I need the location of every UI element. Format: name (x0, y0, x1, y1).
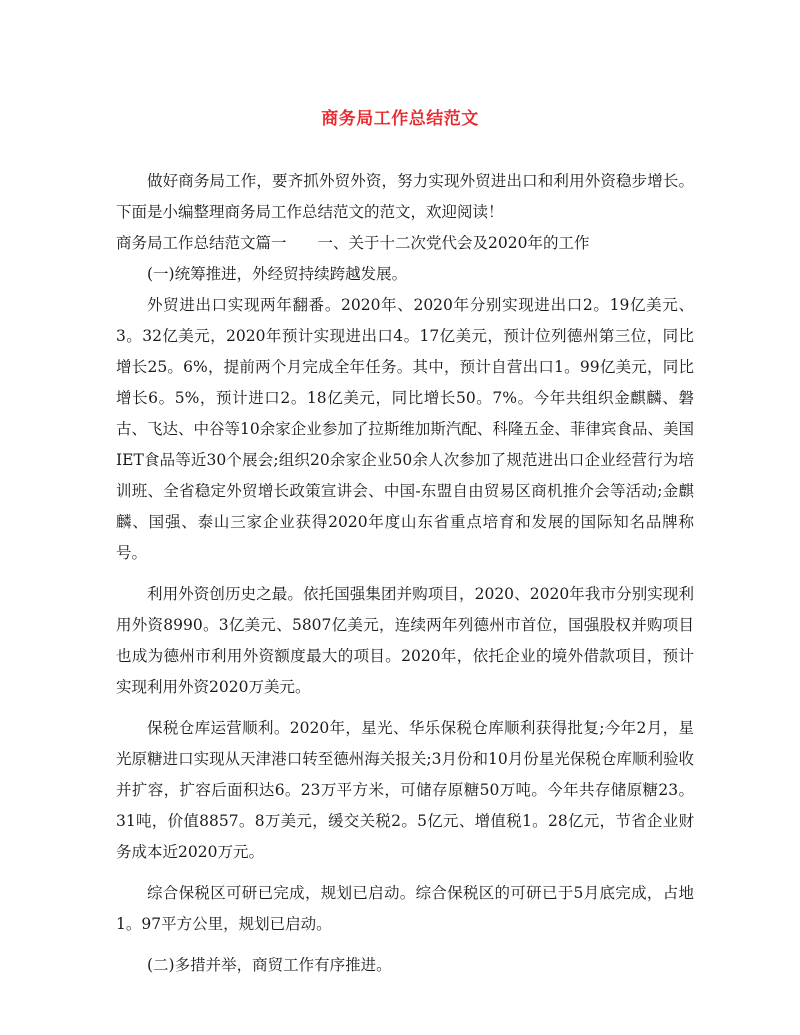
paragraph-foreign-trade: 外贸进出口实现两年翻番。2020年、2020年分别实现进出口2。19亿美元、3。32亿美元，2020年预计实现进出口4。17亿美元，预计位列德州第三位，同比增长25。6%，提前两个月完成全年任务。其中，预计自营出口1。99亿美元，同比增长6。5%，预计进口2。18亿美元，同比增长50。7%。今年共组织金麒麟、磐古、飞达、中谷等10余家企业参加了拉斯维加斯汽配、科隆五金、菲律宾食品、美国IET食品等近30个展会;组织20余家企业50余人次参加了规范进出口企业经营行为培训班、全省稳定外贸增长政策宣讲会、中国-东盟自由贸易区商机推介会等活动;金麒麟、国强、泰山三家企业获得2020年度山东省重点培育和发展的国际知名品牌称号。 (116, 296, 694, 562)
paragraph-foreign-investment: 利用外资创历史之最。依托国强集团并购项目，2020、2020年我市分别实现利用外资8990。3亿美元、5807亿美元，连续两年列德州市首位，国强股权并购项目也成为德州市利用外资额度最大的项目。2020年，依托企业的境外借款项目，预计实现利用外资2020万美元。 (116, 585, 694, 696)
subsection-heading-2: (二)多措并举，商贸工作有序推进。 (147, 956, 392, 974)
document-body (116, 166, 694, 981)
intro-paragraph: 做好商务局工作，要齐抓外贸外资，努力实现外贸进出口和利用外资稳步增长。下面是小编整理商务局工作总结范文的范文，欢迎阅读！ (116, 172, 694, 221)
paragraph-bonded-zone: 综合保税区可研已完成，规划已启动。综合保税区的可研已于5月底完成，占地1。97平方公里，规划已启动。 (116, 884, 694, 933)
document-title: 商务局工作总结范文 (321, 109, 479, 129)
paragraph-bonded-warehouse: 保税仓库运营顺利。2020年，星光、华乐保税仓库顺利获得批复;今年2月，星光原糖进口实现从天津港口转至德州海关报关;3月份和10月份星光保税仓库顺利验收并扩容，扩容后面积达6。23万平方米，可储存原糖50万吨。今年共存储原糖23。31吨，价值8857。8万美元，缓交关税2。5亿元、增值税1。28亿元，节省企业财务成本近2020万元。 (116, 719, 694, 861)
section-heading: 商务局工作总结范文篇一 一、关于十二次党代会及2020年的工作 (116, 234, 590, 252)
subsection-heading-1: (一)统筹推进，外经贸持续跨越发展。 (147, 265, 408, 283)
